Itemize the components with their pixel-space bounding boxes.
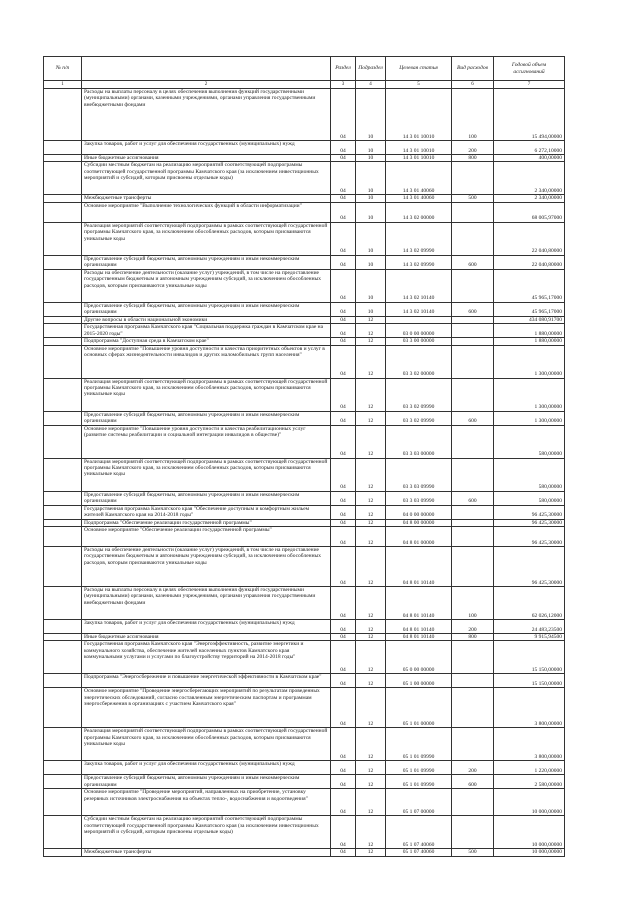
row-subsection-cell: 10 (356, 302, 386, 316)
row-section-cell: 04 (331, 345, 356, 378)
row-target-cell: 14 3 01 10010 (386, 155, 452, 162)
table-row (44, 141, 565, 155)
row-number-cell (44, 527, 82, 547)
row-expense-cell: 600 (452, 775, 494, 789)
row-expense-cell (452, 641, 494, 674)
row-amount-cell: 1 880,00000 (494, 324, 565, 338)
row-expense-cell: 200 (452, 620, 494, 634)
row-number-cell (44, 849, 82, 856)
row-subsection-cell: 12 (356, 789, 386, 816)
row-amount-cell: 62 026,12000 (494, 587, 565, 620)
table-row (44, 547, 565, 587)
table-row (44, 255, 565, 269)
row-target-cell: 03 3 02 09990 (386, 378, 452, 411)
table-row (44, 338, 565, 345)
table-row (44, 674, 565, 688)
row-expense-cell: 500 (452, 849, 494, 856)
row-amount-cell: 10 000,00000 (494, 816, 565, 849)
row-amount-cell: 2 340,00000 (494, 195, 565, 202)
row-subsection-cell: 10 (356, 195, 386, 202)
row-name-cell: Подпрограмма "Энергосбережение и повышение энергетической эффективности в Камчатском крае" (82, 674, 331, 688)
row-target-cell: 14 3 01 40060 (386, 162, 452, 195)
row-name-cell: Расходы на обеспечение деятельности (оказание услуг) учреждений, в том числе на предоставление государственным бюджетным и автономным учреждениям субсидий, за исключением обособленных расходов, которым присваиваются уникальные коды (82, 547, 331, 587)
budget-table-body (44, 89, 565, 857)
row-number-cell (44, 674, 82, 688)
row-name-cell: Государственная программа Камчатского края "Социальная поддержка граждан в Камчатском крае на 2015-2020 годы" (82, 324, 331, 338)
col-number-header: № п/п (44, 57, 82, 81)
row-target-cell: 04 8 01 10140 (386, 634, 452, 641)
row-name-cell: Закупка товаров, работ и услуг для обеспечения государственных (муниципальных) нужд (82, 761, 331, 775)
row-amount-cell: 1 220,00000 (494, 761, 565, 775)
row-number-cell (44, 255, 82, 269)
row-section-cell: 04 (331, 775, 356, 789)
row-section-cell: 04 (331, 162, 356, 195)
row-target-cell: 04 8 00 00000 (386, 519, 452, 526)
row-expense-cell: 800 (452, 155, 494, 162)
row-expense-cell (452, 547, 494, 587)
row-subsection-cell: 12 (356, 728, 386, 761)
row-section-cell: 04 (331, 674, 356, 688)
row-name-cell: Основное мероприятие "Повышение уровня доступности и качества приоритетных объектов и услуг в основных сферах жизнедеятельности инвалидов и других маломобильных групп населения" (82, 345, 331, 378)
row-target-cell: 04 0 00 00000 (386, 505, 452, 519)
row-number-cell (44, 728, 82, 761)
row-expense-cell (452, 378, 494, 411)
row-name-cell: Субсидии местным бюджетам на реализацию мероприятий соответствующей подпрограммы соответствующей государственной программы Камчатского края (за исключением инвестиционных мероприятий и субсидий, которым присвоены отдельные коды) (82, 816, 331, 849)
row-target-cell: 04 8 01 10140 (386, 547, 452, 587)
row-name-cell: Основное мероприятие "Выполнение технологических функций в области информатизации" (82, 202, 331, 222)
row-section-cell: 04 (331, 789, 356, 816)
table-row (44, 519, 565, 526)
col-number-index: 3 (331, 81, 356, 89)
row-target-cell: 03 3 03 09990 (386, 458, 452, 491)
row-number-cell (44, 641, 82, 674)
table-row (44, 789, 565, 816)
row-expense-cell (452, 527, 494, 547)
row-amount-cell: 10 000,00000 (494, 849, 565, 856)
row-amount-cell: 2 580,00000 (494, 775, 565, 789)
table-row (44, 345, 565, 378)
row-section-cell: 04 (331, 195, 356, 202)
table-row (44, 849, 565, 856)
row-expense-cell (452, 222, 494, 255)
table-row (44, 411, 565, 425)
row-expense-cell: 100 (452, 89, 494, 141)
row-amount-cell: 68 005,97000 (494, 202, 565, 222)
row-target-cell (386, 316, 452, 323)
row-number-cell (44, 789, 82, 816)
row-subsection-cell: 12 (356, 491, 386, 505)
column-numbers-row (44, 81, 565, 89)
row-target-cell: 03 3 00 00000 (386, 338, 452, 345)
row-section-cell: 04 (331, 316, 356, 323)
row-section-cell: 04 (331, 587, 356, 620)
row-name-cell: Иные бюджетные ассигнования (82, 155, 331, 162)
row-target-cell: 14 3 01 40060 (386, 195, 452, 202)
row-number-cell (44, 761, 82, 775)
row-section-cell: 04 (331, 141, 356, 155)
row-section-cell: 04 (331, 324, 356, 338)
row-expense-cell (452, 269, 494, 302)
row-target-cell: 04 8 01 00000 (386, 527, 452, 547)
row-amount-cell: 22 040,80000 (494, 255, 565, 269)
row-subsection-cell: 10 (356, 255, 386, 269)
row-expense-cell (452, 162, 494, 195)
row-subsection-cell: 12 (356, 505, 386, 519)
row-target-cell: 05 1 07 40060 (386, 816, 452, 849)
row-target-cell: 03 3 02 00000 (386, 345, 452, 378)
row-expense-cell (452, 816, 494, 849)
row-section-cell: 04 (331, 688, 356, 728)
row-number-cell (44, 378, 82, 411)
row-target-cell: 05 1 07 40060 (386, 849, 452, 856)
row-subsection-cell: 12 (356, 688, 386, 728)
row-name-cell: Подпрограмма "Обеспечение реализации государственной программы" (82, 519, 331, 526)
row-number-cell (44, 338, 82, 345)
row-expense-cell (452, 674, 494, 688)
row-subsection-cell: 10 (356, 155, 386, 162)
row-name-cell: Реализация мероприятий соответствующей подпрограммы в рамках соответствующей государственной программы Камчатского края, за исключением обособленных расходов, которым присваиваются уникальные коды (82, 728, 331, 761)
row-name-cell: Предоставление субсидий бюджетным, автономным учреждениям и иным некоммерческим организациям (82, 491, 331, 505)
row-section-cell: 04 (331, 547, 356, 587)
row-name-cell: Государственная программа Камчатского края "Обеспечение доступным и комфортным жильем жителей Камчатского края на 2014-2018 годы" (82, 505, 331, 519)
row-expense-cell (452, 505, 494, 519)
row-number-cell (44, 425, 82, 458)
row-name-cell: Подпрограмма "Доступная среда в Камчатском крае" (82, 338, 331, 345)
row-expense-cell (452, 338, 494, 345)
row-section-cell: 04 (331, 222, 356, 255)
row-amount-cell: 3 800,00000 (494, 688, 565, 728)
row-amount-cell: 45 965,17000 (494, 302, 565, 316)
table-row (44, 378, 565, 411)
row-target-cell: 14 3 02 10140 (386, 269, 452, 302)
table-row (44, 816, 565, 849)
row-expense-cell: 800 (452, 634, 494, 641)
row-number-cell (44, 195, 82, 202)
col-subsection-header: Подраздел (356, 57, 386, 81)
row-section-cell: 04 (331, 728, 356, 761)
row-section-cell: 04 (331, 338, 356, 345)
row-name-cell: Основное мероприятие "Проведение мероприятий, направленных на приобретение, установку резервных источников электроснабжения на объектах тепло-, водоснабжения и водоотведения" (82, 789, 331, 816)
row-number-cell (44, 505, 82, 519)
table-row (44, 316, 565, 323)
row-subsection-cell: 10 (356, 269, 386, 302)
row-amount-cell: 9 915,94500 (494, 634, 565, 641)
row-target-cell: 05 1 01 09990 (386, 728, 452, 761)
row-subsection-cell: 10 (356, 89, 386, 141)
row-expense-cell (452, 519, 494, 526)
row-subsection-cell: 12 (356, 519, 386, 526)
row-section-cell: 04 (331, 425, 356, 458)
row-target-cell: 03 0 00 00000 (386, 324, 452, 338)
row-amount-cell: 1 300,00000 (494, 411, 565, 425)
table-row (44, 89, 565, 141)
row-number-cell (44, 519, 82, 526)
row-amount-cell: 2 340,00000 (494, 162, 565, 195)
row-expense-cell: 200 (452, 761, 494, 775)
row-name-cell: Реализация мероприятий соответствующей подпрограммы в рамках соответствующей государственной программы Камчатского края, за исключением обособленных расходов, которым присваиваются уникальные коды (82, 378, 331, 411)
col-number-index: 5 (386, 81, 452, 89)
row-target-cell: 04 8 01 10140 (386, 620, 452, 634)
row-section-cell: 04 (331, 816, 356, 849)
row-subsection-cell: 12 (356, 527, 386, 547)
row-number-cell (44, 458, 82, 491)
row-amount-cell: 24 483,23500 (494, 620, 565, 634)
row-expense-cell (452, 316, 494, 323)
row-expense-cell: 600 (452, 302, 494, 316)
row-target-cell: 04 8 01 10140 (386, 587, 452, 620)
row-number-cell (44, 89, 82, 141)
row-target-cell: 05 0 00 00000 (386, 641, 452, 674)
row-section-cell: 04 (331, 255, 356, 269)
row-expense-cell: 600 (452, 255, 494, 269)
col-amount-header: Годовой объем ассигнований (494, 57, 565, 81)
row-expense-cell (452, 425, 494, 458)
row-subsection-cell: 12 (356, 587, 386, 620)
row-number-cell (44, 547, 82, 587)
row-target-cell: 14 3 01 10010 (386, 141, 452, 155)
row-subsection-cell: 12 (356, 378, 386, 411)
row-amount-cell: 15 150,00000 (494, 674, 565, 688)
row-subsection-cell: 12 (356, 338, 386, 345)
table-row (44, 324, 565, 338)
row-amount-cell: 6 272,10000 (494, 141, 565, 155)
row-amount-cell: 15 494,00000 (494, 89, 565, 141)
row-name-cell: Расходы на выплаты персоналу в целях обеспечения выполнения функций государственными (муниципальными) органами, казенными учреждениями, органами управления государственными внебюджетными фондами (82, 587, 331, 620)
row-section-cell: 04 (331, 378, 356, 411)
table-row (44, 634, 565, 641)
row-target-cell: 14 3 02 09990 (386, 255, 452, 269)
row-expense-cell: 500 (452, 195, 494, 202)
row-section-cell: 04 (331, 202, 356, 222)
table-row (44, 162, 565, 195)
row-name-cell: Предоставление субсидий бюджетным, автономным учреждениям и иным некоммерческим организациям (82, 775, 331, 789)
row-expense-cell (452, 202, 494, 222)
table-row (44, 425, 565, 458)
row-subsection-cell: 12 (356, 816, 386, 849)
row-subsection-cell: 12 (356, 634, 386, 641)
row-name-cell: Реализация мероприятий соответствующей подпрограммы в рамках соответствующей государственной программы Камчатского края, за исключением обособленных расходов, которым присваиваются уникальные коды (82, 222, 331, 255)
table-row (44, 491, 565, 505)
row-subsection-cell: 10 (356, 162, 386, 195)
table-row (44, 269, 565, 302)
col-expense-header: Вид расходов (452, 57, 494, 81)
row-name-cell: Субсидии местным бюджетам на реализацию мероприятий соответствующей подпрограммы соответствующей государственной программы Камчатского края (за исключением инвестиционных мероприятий и субсидий, которым присвоены отдельные коды) (82, 162, 331, 195)
row-number-cell (44, 620, 82, 634)
row-section-cell: 04 (331, 89, 356, 141)
row-number-cell (44, 324, 82, 338)
row-expense-cell (452, 688, 494, 728)
row-name-cell: Основное мероприятие "Обеспечение реализации государственной программы" (82, 527, 331, 547)
row-subsection-cell: 10 (356, 222, 386, 255)
table-row (44, 775, 565, 789)
row-name-cell: Предоставление субсидий бюджетным, автономным учреждениям и иным некоммерческим организациям (82, 411, 331, 425)
row-subsection-cell: 10 (356, 202, 386, 222)
row-amount-cell: 1 300,00000 (494, 345, 565, 378)
row-amount-cell: 1 300,00000 (494, 378, 565, 411)
row-name-cell: Межбюджетные трансферты (82, 195, 331, 202)
row-number-cell (44, 411, 82, 425)
row-section-cell: 04 (331, 491, 356, 505)
row-amount-cell: 45 965,17000 (494, 269, 565, 302)
row-subsection-cell: 12 (356, 411, 386, 425)
row-amount-cell: 434 080,91700 (494, 316, 565, 323)
table-row (44, 620, 565, 634)
row-name-cell: Государственная программа Камчатского края "Энергоэффективность, развитие энергетики и коммунального хозяйства, обеспечение жителей населенных пунктов Камчатского края коммунальными услугами и услугами по благоустройству территорий на 2014-2018 годы" (82, 641, 331, 674)
row-number-cell (44, 345, 82, 378)
row-number-cell (44, 816, 82, 849)
row-amount-cell: 22 040,80000 (494, 222, 565, 255)
col-number-index: 4 (356, 81, 386, 89)
row-expense-cell: 200 (452, 141, 494, 155)
row-section-cell: 04 (331, 527, 356, 547)
row-expense-cell: 600 (452, 491, 494, 505)
row-target-cell: 14 3 02 09990 (386, 222, 452, 255)
col-number-index: 2 (82, 81, 331, 89)
row-section-cell: 04 (331, 302, 356, 316)
row-name-cell: Другие вопросы в области национальной экономики (82, 316, 331, 323)
table-row (44, 505, 565, 519)
row-number-cell (44, 775, 82, 789)
table-row (44, 641, 565, 674)
row-name-cell: Иные бюджетные ассигнования (82, 634, 331, 641)
row-number-cell (44, 634, 82, 641)
row-section-cell: 04 (331, 761, 356, 775)
row-section-cell: 04 (331, 620, 356, 634)
row-target-cell: 05 1 07 00000 (386, 789, 452, 816)
row-target-cell: 03 3 03 00000 (386, 425, 452, 458)
row-subsection-cell: 12 (356, 316, 386, 323)
row-name-cell: Расходы на обеспечение деятельности (оказание услуг) учреждений, в том числе на предоставление государственным бюджетным и автономным учреждениям субсидий, за исключением обособленных расходов, которым присваиваются уникальные коды (82, 269, 331, 302)
row-section-cell: 04 (331, 155, 356, 162)
row-amount-cell: 1 880,00000 (494, 338, 565, 345)
row-name-cell: Расходы на выплаты персоналу в целях обеспечения выполнения функций государственными (муниципальными) органами, казенными учреждениями, органами управления государственными внебюджетными фондами (82, 89, 331, 141)
row-number-cell (44, 162, 82, 195)
table-row (44, 222, 565, 255)
col-number-index: 7 (494, 81, 565, 89)
row-target-cell: 03 3 03 09990 (386, 491, 452, 505)
row-number-cell (44, 316, 82, 323)
row-target-cell: 05 1 01 09990 (386, 775, 452, 789)
col-target-header: Целевая статья (386, 57, 452, 81)
col-section-header: Раздел (331, 57, 356, 81)
row-section-cell: 04 (331, 849, 356, 856)
row-expense-cell (452, 728, 494, 761)
row-expense-cell: 100 (452, 587, 494, 620)
row-number-cell (44, 202, 82, 222)
table-row (44, 527, 565, 547)
row-amount-cell: 10 000,00000 (494, 789, 565, 816)
row-subsection-cell: 12 (356, 345, 386, 378)
row-subsection-cell: 12 (356, 849, 386, 856)
row-amount-cell: 96 425,30000 (494, 547, 565, 587)
row-name-cell: Основное мероприятие "Повышение уровня доступности и качества реабилитационных услуг (развитие системы реабилитации и социальной интеграции инвалидов в обществе)" (82, 425, 331, 458)
row-target-cell: 03 3 02 09990 (386, 411, 452, 425)
row-expense-cell: 600 (452, 411, 494, 425)
budget-table (43, 56, 565, 857)
table-row (44, 688, 565, 728)
table-row (44, 458, 565, 491)
row-amount-cell: 400,00000 (494, 155, 565, 162)
row-name-cell: Предоставление субсидий бюджетным, автономным учреждениям и иным некоммерческим организациям (82, 255, 331, 269)
row-expense-cell (452, 345, 494, 378)
row-target-cell: 05 1 01 00000 (386, 688, 452, 728)
table-row (44, 302, 565, 316)
col-name-header (82, 57, 331, 81)
row-subsection-cell: 12 (356, 674, 386, 688)
row-target-cell: 05 1 01 09990 (386, 761, 452, 775)
col-number-index: 6 (452, 81, 494, 89)
row-target-cell: 05 1 00 00000 (386, 674, 452, 688)
table-row (44, 728, 565, 761)
row-target-cell: 14 3 01 10010 (386, 89, 452, 141)
row-number-cell (44, 269, 82, 302)
row-target-cell: 14 3 02 00000 (386, 202, 452, 222)
row-number-cell (44, 155, 82, 162)
row-number-cell (44, 491, 82, 505)
row-subsection-cell: 12 (356, 775, 386, 789)
row-name-cell: Предоставление субсидий бюджетным, автономным учреждениям и иным некоммерческим организациям (82, 302, 331, 316)
row-name-cell: Реализация мероприятий соответствующей подпрограммы в рамках соответствующей государственной программы Камчатского края, за исключением обособленных расходов, которым присваиваются уникальные коды (82, 458, 331, 491)
table-row (44, 761, 565, 775)
row-expense-cell (452, 324, 494, 338)
header-row (44, 57, 565, 81)
row-subsection-cell: 12 (356, 547, 386, 587)
row-subsection-cell: 12 (356, 620, 386, 634)
table-row (44, 195, 565, 202)
row-number-cell (44, 141, 82, 155)
row-number-cell (44, 688, 82, 728)
row-expense-cell (452, 789, 494, 816)
row-section-cell: 04 (331, 458, 356, 491)
row-target-cell: 14 3 02 10140 (386, 302, 452, 316)
row-amount-cell: 96 425,30000 (494, 527, 565, 547)
row-subsection-cell: 12 (356, 425, 386, 458)
row-subsection-cell: 12 (356, 324, 386, 338)
row-subsection-cell: 12 (356, 761, 386, 775)
row-number-cell (44, 587, 82, 620)
row-section-cell: 04 (331, 519, 356, 526)
row-subsection-cell: 10 (356, 141, 386, 155)
row-amount-cell: 580,00000 (494, 458, 565, 491)
table-row (44, 155, 565, 162)
row-amount-cell: 580,00000 (494, 425, 565, 458)
row-subsection-cell: 12 (356, 458, 386, 491)
table-row (44, 202, 565, 222)
row-amount-cell: 96 425,30000 (494, 505, 565, 519)
row-number-cell (44, 222, 82, 255)
row-amount-cell: 15 150,00000 (494, 641, 565, 674)
row-section-cell: 04 (331, 411, 356, 425)
row-subsection-cell: 12 (356, 641, 386, 674)
table-row (44, 587, 565, 620)
row-name-cell: Закупка товаров, работ и услуг для обеспечения государственных (муниципальных) нужд (82, 141, 331, 155)
row-name-cell: Межбюджетные трансферты (82, 849, 331, 856)
row-section-cell: 04 (331, 634, 356, 641)
row-amount-cell: 3 800,00000 (494, 728, 565, 761)
col-number-index: 1 (44, 81, 82, 89)
row-section-cell: 04 (331, 269, 356, 302)
row-amount-cell: 580,00000 (494, 491, 565, 505)
row-expense-cell (452, 458, 494, 491)
row-section-cell: 04 (331, 505, 356, 519)
row-name-cell: Закупка товаров, работ и услуг для обеспечения государственных (муниципальных) нужд (82, 620, 331, 634)
row-number-cell (44, 302, 82, 316)
row-amount-cell: 96 425,30000 (494, 519, 565, 526)
row-name-cell: Основное мероприятие "Проведение энергосберегающих мероприятий по результатам проведенных энергетических обследований, согласно составленным энергетическим паспортам и программам энергосбережения в организациях с участием Камчатского края" (82, 688, 331, 728)
row-section-cell: 04 (331, 641, 356, 674)
